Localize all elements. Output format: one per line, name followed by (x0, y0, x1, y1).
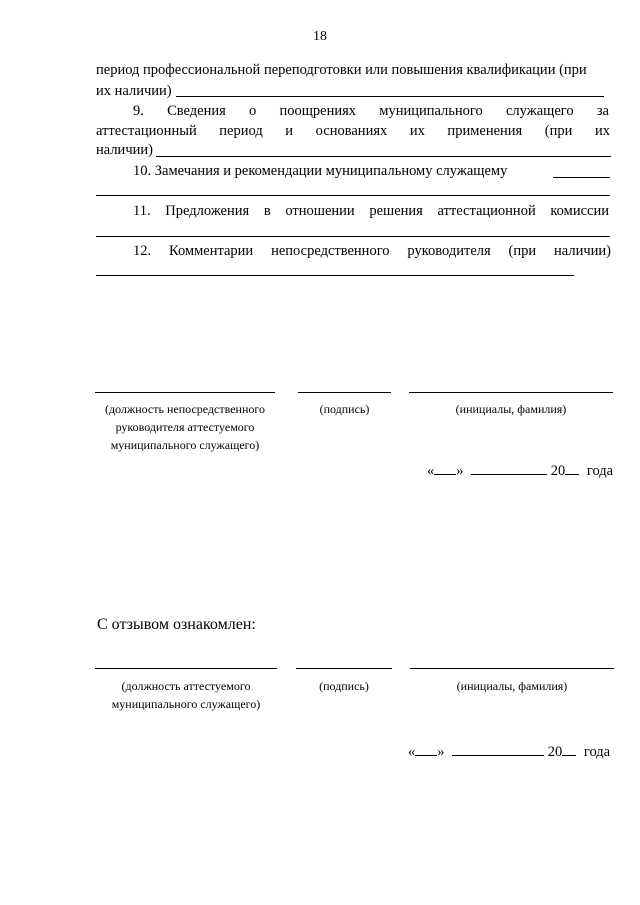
position-caption: (должность непосредственного руководителя аттестуемого муниципального служащего) (104, 402, 265, 452)
date-close-quote: » (456, 463, 464, 479)
position-caption: (должность аттестуемого муниципального служащего) (111, 679, 261, 711)
paragraph-10-line-1: 10. Замечания и рекомендации муниципальному служащему (133, 163, 508, 179)
paragraph-11-line-1: 11. Предложения в отношении решения аттестационной комиссии (133, 203, 609, 219)
signature-line (296, 668, 392, 669)
paragraph-8-continuation-line-1: период профессиональной переподготовки или повышения квалификации (при (96, 62, 587, 78)
paragraph-8-continuation-line-2: их наличии) (96, 83, 172, 99)
year-suffix: года (586, 463, 614, 479)
fill-line (553, 177, 610, 178)
position-signature-line (95, 392, 275, 393)
signature-caption: (подпись) (319, 679, 369, 693)
date-close-quote: » (437, 744, 445, 760)
year-blank (565, 462, 579, 475)
month-blank (452, 743, 544, 756)
paragraph-12-line-1: 12. Комментарии непосредственного руководителя (при наличии) (133, 243, 611, 259)
fill-line (96, 236, 610, 237)
date-open-quote: « (427, 463, 435, 479)
fill-line (96, 195, 610, 196)
fill-line (176, 96, 604, 97)
year-prefix: 20 (547, 744, 563, 760)
year-suffix: года (583, 744, 611, 760)
position-signature-line (95, 668, 277, 669)
day-blank (415, 743, 437, 756)
acknowledgement-heading: С отзывом ознакомлен: (97, 616, 256, 633)
day-blank (434, 462, 456, 475)
signature-line (298, 392, 391, 393)
fill-line (96, 275, 574, 276)
paragraph-9-line-2: аттестационный период и основаниях их применения (при их (96, 123, 610, 139)
name-caption: (инициалы, фамилия) (455, 402, 567, 416)
name-signature-line (410, 668, 614, 669)
year-blank (562, 743, 576, 756)
date-line (408, 743, 610, 761)
fill-line (156, 156, 611, 157)
name-signature-line (409, 392, 613, 393)
paragraph-9-line-1: 9. Сведения о поощрениях муниципального служащего за (133, 103, 609, 119)
year-prefix: 20 (550, 463, 566, 479)
name-caption: (инициалы, фамилия) (456, 679, 568, 693)
month-blank (471, 462, 547, 475)
date-open-quote: « (408, 744, 416, 760)
signature-caption: (подпись) (319, 402, 370, 416)
paragraph-9-line-3: наличии) (96, 142, 153, 158)
page-number: 18 (313, 29, 327, 44)
date-line (427, 462, 613, 480)
